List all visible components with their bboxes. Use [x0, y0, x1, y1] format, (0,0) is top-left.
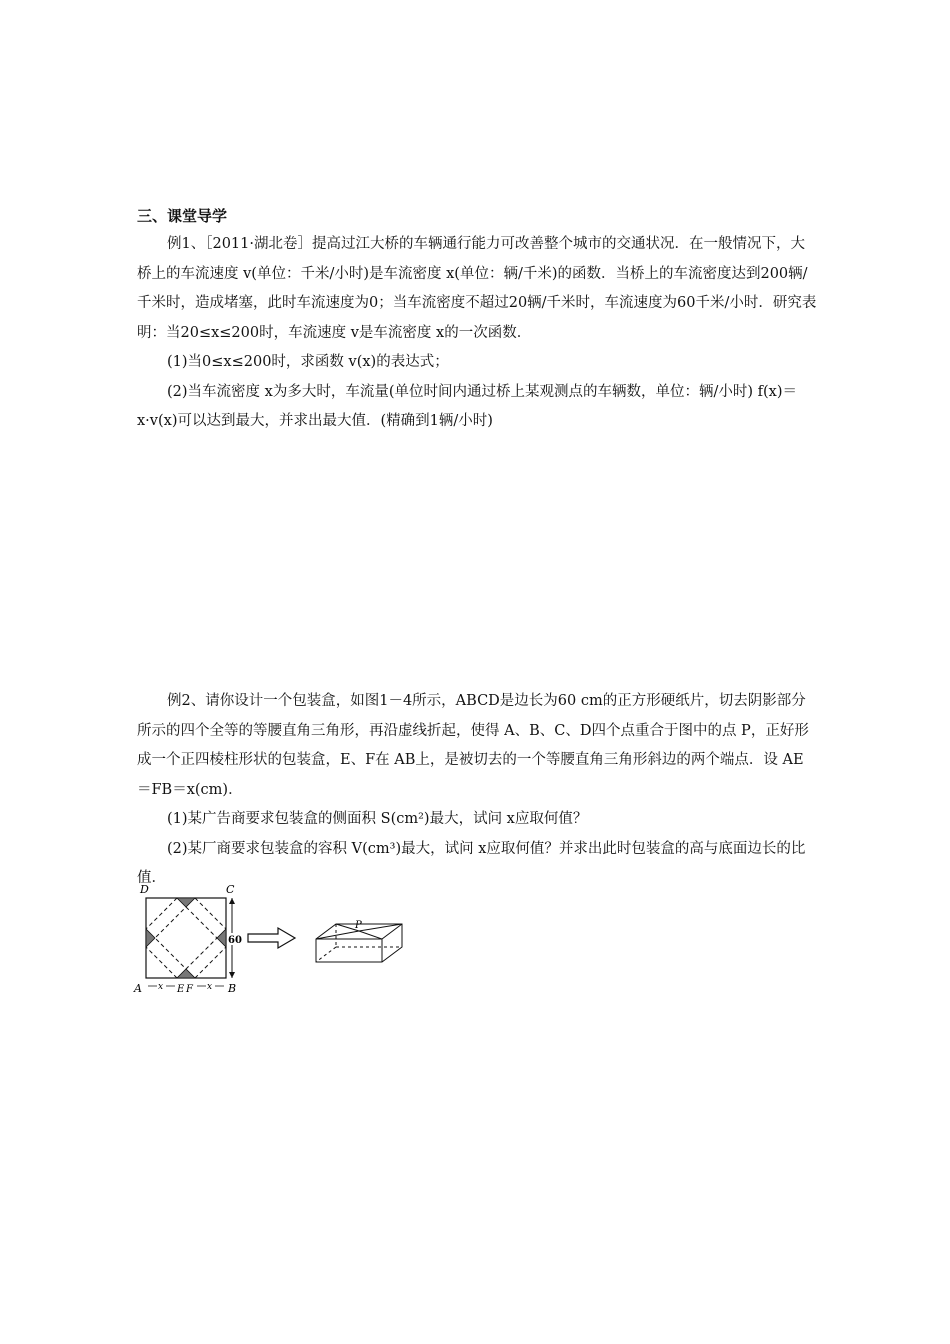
label-B: B [228, 982, 237, 995]
label-E: E [177, 984, 185, 995]
label-x-left: x [158, 982, 164, 992]
label-D: D [140, 883, 149, 896]
example-2-intro: 例2、请你设计一个包装盒，如图1－4所示，ABCD是边长为60 cm的正方形硬纸片，切去阴影部分所示的四个全等的等腰直角三角形，再沿虚线折起，使得 A、B、C、D四个点重合于图中的点 P，正好形成一个正四棱柱形状的包装盒，E、F在 AB上，是被切去的一个等腰直角三角形斜边的两个端点．设 AE＝FB＝x(cm)． [137, 693, 809, 798]
label-side-60: 60 [228, 935, 242, 946]
example-1-question-2: (2)当车流密度 x为多大时，车流量(单位时间内通过桥上某观测点的车辆数，单位：辆/小时) f(x)＝x·v(x)可以达到最大，并求出最大值．(精确到1辆/小时) [137, 383, 797, 429]
side-arrow-top [229, 898, 235, 904]
example-1 [137, 230, 817, 437]
label-C: C [226, 883, 235, 896]
example-1-intro: 例1、［2011·湖北卷］提高过江大桥的车辆通行能力可改善整个城市的交通状况．在一般情况下，大桥上的车流速度 v(单位：千米/小时)是车流密度 x(单位：辆/千米)的函数．当桥上的车流密度达到200辆/千米时，造成堵塞，此时车流速度为0；当车流密度不超过20辆/千米时，车流速度为60千米/小时．研究表明：当20≤x≤200时，车流速度 v是车流密度 x的一次函数． [137, 236, 817, 341]
label-F: F [186, 984, 193, 995]
side-arrow-bottom [229, 972, 235, 978]
example-2 [137, 687, 817, 894]
label-A: A [134, 982, 142, 995]
shaded-triangle-left [146, 929, 155, 947]
label-P: P [355, 920, 362, 931]
transform-arrow [248, 928, 295, 948]
example-2-question-2: (2)某厂商要求包装盒的容积 V(cm³)最大，试问 x应取何值？并求出此时包装盒的高与底面边长的比值． [137, 840, 806, 886]
square-outline [146, 898, 226, 978]
shaded-triangle-right [217, 929, 226, 947]
fold-lines [146, 898, 226, 978]
example-1-question-1: (1)当0≤x≤200时，求函数 v(x)的表达式； [167, 354, 449, 370]
packaging-box-figure [128, 880, 418, 1000]
shaded-triangle-bottom [177, 969, 195, 978]
example-2-question-1: (1)某广告商要求包装盒的侧面积 S(cm²)最大，试问 x应取何值？ [167, 811, 588, 827]
section-heading: 三、课堂导学 [137, 207, 228, 225]
shaded-triangle-top [177, 898, 195, 907]
label-x-right: x [207, 982, 213, 992]
